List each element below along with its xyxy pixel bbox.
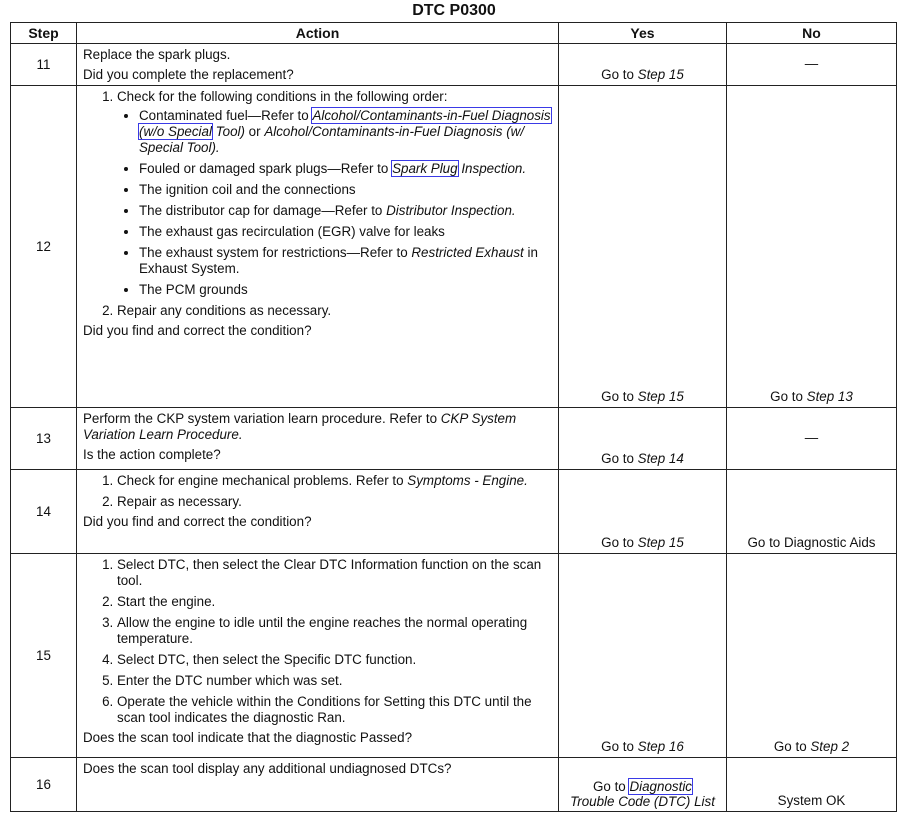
no-cell: Go to Diagnostic Aids — [727, 470, 897, 554]
action-item — [117, 89, 552, 298]
no-prefix: Go to — [770, 389, 807, 404]
question-text: Is the action complete? — [83, 447, 221, 462]
step-number: 15 — [11, 554, 77, 758]
step-number: 16 — [11, 758, 77, 812]
no-cell — [727, 86, 897, 408]
yes-prefix: Go to — [601, 67, 638, 82]
dtc-list-link-cont[interactable]: Trouble Code (DTC) List — [570, 794, 715, 809]
condition-item — [139, 108, 552, 156]
action-item — [117, 473, 552, 489]
distributor-ref: Distributor Inspection. — [386, 203, 516, 218]
action-item: 6. Operate the vehicle within the Conditions for Setting this DTC until the scan tool indicates the diagnostic Ran. — [117, 694, 552, 726]
question-text: Does the scan tool display any additional undiagnosed DTCs? — [83, 761, 452, 776]
step-number: 14 — [11, 470, 77, 554]
no-cell: System OK — [727, 758, 897, 812]
action-item: 1. Select DTC, then select the Clear DTC Information function on the scan tool. — [117, 557, 552, 589]
fuel-diagnosis-special-ref: Alcohol/Contaminants-in-Fuel Diagnosis (w/ Special Tool). — [139, 124, 525, 155]
action-item: 5. Enter the DTC number which was set. — [117, 673, 552, 689]
condition-list — [117, 108, 552, 298]
action-cell — [77, 554, 559, 758]
action-cell — [77, 408, 559, 470]
yes-step-ref: Step 15 — [637, 389, 684, 404]
action-list — [83, 557, 552, 726]
table-row-step-13 — [11, 408, 897, 470]
condition-item — [139, 203, 552, 219]
spark-plug-link-cont: Inspection. — [461, 161, 527, 176]
yes-step-ref: Step 14 — [637, 451, 684, 466]
yes-cell — [559, 554, 727, 758]
condition-text: Fouled or damaged spark plugs—Refer to — [139, 161, 393, 176]
header-no: No — [727, 23, 897, 44]
no-cell — [727, 554, 897, 758]
question-text: Did you complete the replacement? — [83, 67, 294, 82]
action-cell — [77, 758, 559, 812]
yes-prefix: Go to — [592, 779, 630, 794]
condition-text: Contaminated fuel—Refer to — [139, 108, 313, 123]
yes-cell — [559, 470, 727, 554]
header-row — [11, 23, 897, 44]
action-item: 3. Allow the engine to idle until the engine reaches the normal operating temperature. — [117, 615, 552, 647]
no-cell: — — [727, 44, 897, 86]
action-text — [83, 411, 552, 443]
condition-item — [139, 161, 552, 177]
no-prefix: Go to — [773, 739, 811, 754]
fuel-diagnosis-link[interactable]: Alcohol/Contaminants-in-Fuel Diagnosis (w/o Special — [139, 108, 551, 139]
step-number: 11 — [11, 44, 77, 86]
dtc-list-link[interactable]: Diagnostic — [629, 779, 692, 794]
action-list — [83, 89, 552, 319]
action-text-plain: Perform the CKP system variation learn procedure. Refer to — [83, 411, 441, 426]
question-text: Does the scan tool indicate that the diagnostic Passed? — [83, 730, 413, 745]
condition-item: • The ignition coil and the connections — [139, 182, 552, 198]
action-cell — [77, 470, 559, 554]
yes-cell — [559, 44, 727, 86]
symptoms-engine-ref: Symptoms - Engine. — [407, 473, 528, 488]
question-text: Did you find and correct the condition? — [83, 514, 312, 529]
yes-prefix: Go to — [601, 389, 638, 404]
header-yes: Yes — [559, 23, 727, 44]
yes-cell — [559, 758, 727, 812]
question-text: Did you find and correct the condition? — [83, 323, 312, 338]
condition-text-or: or — [244, 124, 265, 139]
action-item-text: Check for the following conditions in the following order: — [117, 89, 448, 104]
no-cell: — — [727, 408, 897, 470]
table-row-step-16 — [11, 758, 897, 812]
ckp-procedure-ref: CKP System Variation Learn Procedure. — [83, 411, 517, 442]
spark-plug-link[interactable]: Spark Plug — [392, 161, 458, 176]
no-step-ref: Step 2 — [810, 739, 850, 754]
condition-item: • The PCM grounds — [139, 282, 552, 298]
yes-prefix: Go to — [601, 739, 638, 754]
action-item-text: Check for engine mechanical problems. Refer to — [117, 473, 408, 488]
condition-item: • The exhaust gas recirculation (EGR) valve for leaks — [139, 224, 552, 240]
yes-prefix: Go to — [601, 451, 638, 466]
action-item: 2. Repair any conditions as necessary. — [117, 303, 552, 319]
action-item: 4. Select DTC, then select the Specific DTC function. — [117, 652, 552, 668]
action-text: Replace the spark plugs. — [83, 47, 231, 62]
no-step-ref: Step 13 — [806, 389, 853, 404]
action-cell — [77, 44, 559, 86]
action-cell — [77, 86, 559, 408]
condition-text: The distributor cap for damage—Refer to — [139, 203, 387, 218]
action-list — [83, 473, 552, 510]
action-item: 2. Start the engine. — [117, 594, 552, 610]
action-item: 2. Repair as necessary. — [117, 494, 552, 510]
step-number: 12 — [11, 86, 77, 408]
condition-text: The exhaust system for restrictions—Refer to — [139, 245, 412, 260]
yes-step-ref: Step 16 — [637, 739, 684, 754]
condition-item — [139, 245, 552, 277]
table-row-step-14 — [11, 470, 897, 554]
table-row-step-11 — [11, 44, 897, 86]
table-row-step-12 — [11, 86, 897, 408]
dtc-table — [10, 22, 897, 812]
header-step: Step — [11, 23, 77, 44]
yes-prefix: Go to — [601, 535, 638, 550]
step-number: 13 — [11, 408, 77, 470]
fuel-diagnosis-link-cont[interactable]: Tool) — [215, 124, 245, 139]
condition-text-post: in Exhaust System. — [139, 245, 538, 276]
table-row-step-15 — [11, 554, 897, 758]
yes-cell — [559, 86, 727, 408]
restricted-exhaust-ref: Restricted Exhaust — [411, 245, 524, 260]
yes-cell — [559, 408, 727, 470]
yes-step-ref: Step 15 — [637, 535, 684, 550]
yes-step-ref: Step 15 — [637, 67, 684, 82]
page-title: DTC P0300 — [412, 2, 496, 19]
header-action: Action — [77, 23, 559, 44]
